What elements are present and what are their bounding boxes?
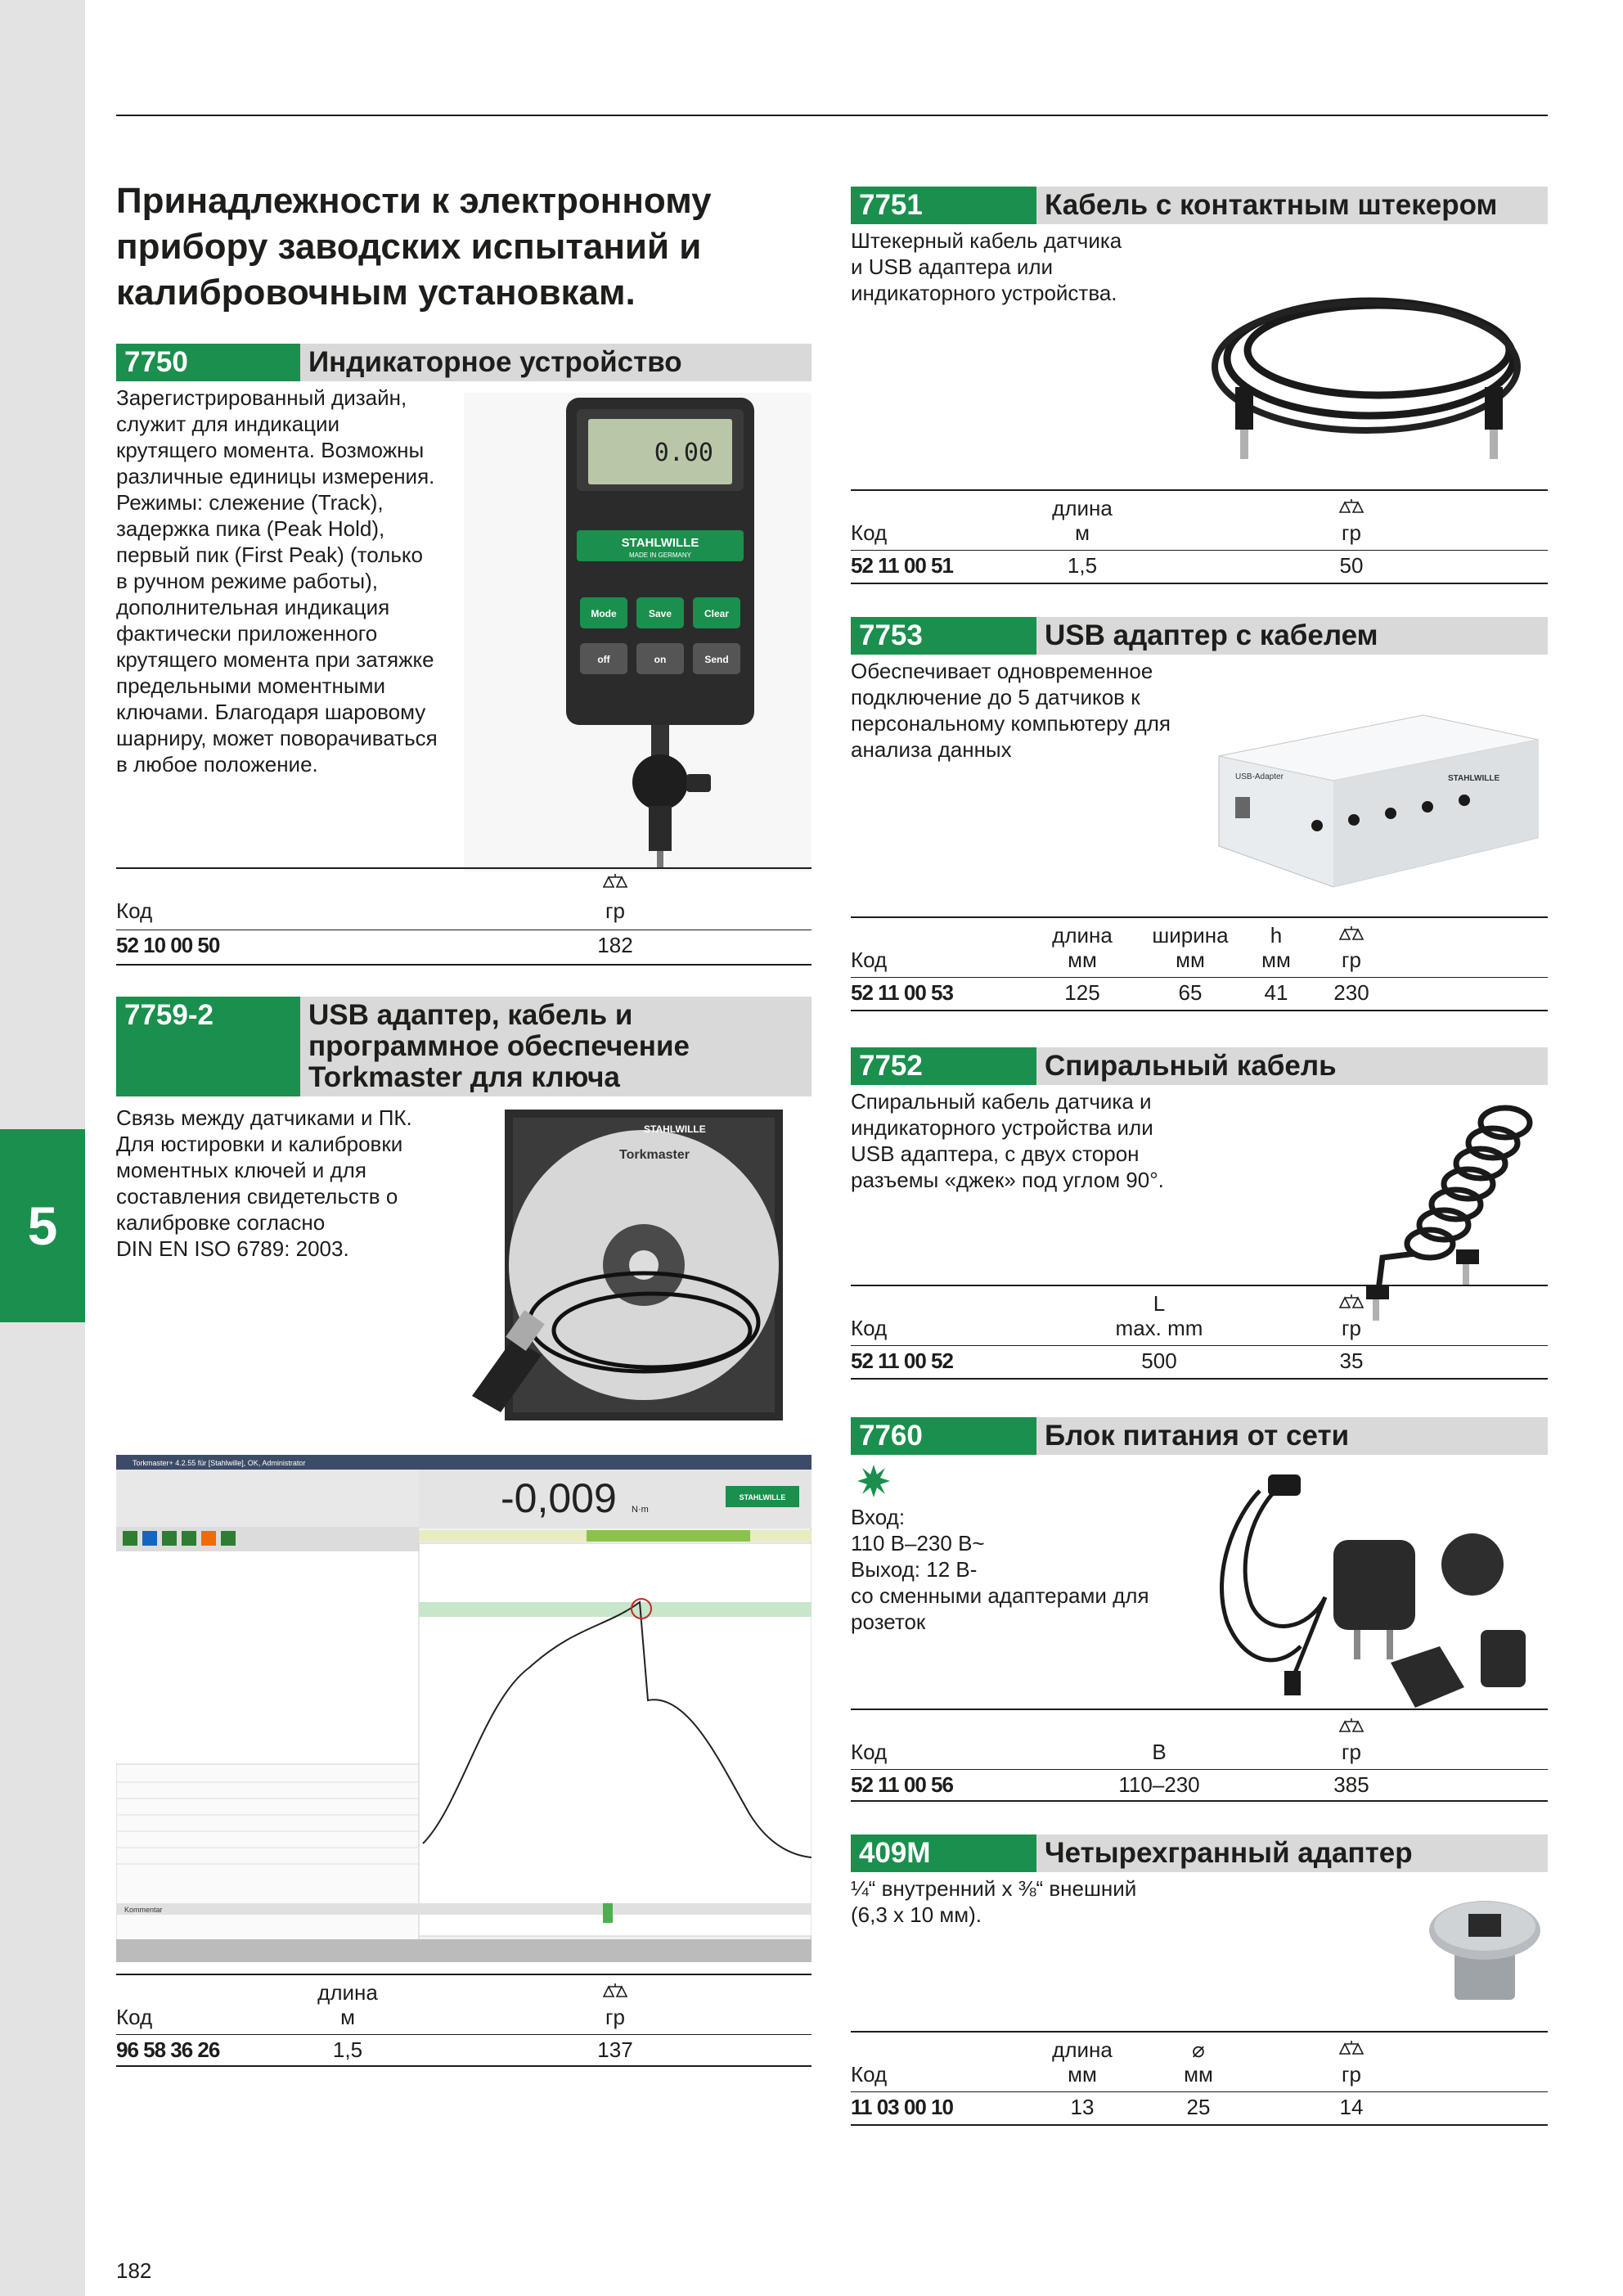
product-header <box>851 187 1548 224</box>
description-line: дополнительная индикация <box>116 595 390 619</box>
page-number: 182 <box>116 2258 152 2283</box>
weight-value: 385 <box>1333 1772 1369 1797</box>
column-unit: гр <box>1342 2062 1361 2087</box>
column-unit: гр <box>605 2005 625 2029</box>
top-rule <box>116 115 1548 116</box>
product-code: 409M <box>851 1835 1036 1872</box>
description-line: служит для индикации <box>116 412 340 436</box>
scale-weight-icon <box>600 872 630 892</box>
column-unit: мм <box>1184 2062 1213 2087</box>
spec-table <box>851 1285 1548 1380</box>
page-title-line: калибровочным установкам. <box>116 272 636 313</box>
device-made-in: MADE IN GERMANY <box>628 551 692 559</box>
product-description <box>116 1105 412 1262</box>
product-code: 7753 <box>851 617 1036 655</box>
length-value: 1,5 <box>332 2037 363 2062</box>
power-supply-image <box>1203 1466 1546 1712</box>
description-line: Связь между датчиками и ПК. <box>116 1105 412 1130</box>
weight-value: 182 <box>597 933 633 957</box>
code-label: Код <box>116 2005 153 2029</box>
product-description <box>851 1504 1149 1635</box>
scale-weight-icon <box>1337 497 1366 517</box>
device-brand: STAHLWILLE <box>621 536 699 550</box>
product-name: Спиральный кабель <box>1036 1047 1548 1085</box>
product-code: 7752 <box>851 1047 1036 1085</box>
product-description <box>851 658 1171 763</box>
description-line: задержка пика (Peak Hold), <box>116 516 385 541</box>
product-7752 <box>851 1047 1548 1407</box>
description-line: Спиральный кабель датчика и <box>851 1089 1152 1114</box>
product-7753 <box>851 617 1548 1018</box>
description-line: крутящего момента при затяжке <box>116 647 434 672</box>
description-line: Вход: <box>851 1505 906 1529</box>
button-label: Send <box>704 654 729 665</box>
button-label: Clear <box>704 608 730 619</box>
comment-label: Kommentar <box>124 1906 163 1914</box>
description-line: фактически приложенного <box>116 621 378 646</box>
spec-table <box>116 867 812 966</box>
description-line: индикаторного устройства. <box>851 281 1117 305</box>
product-header <box>116 344 812 381</box>
order-code: 52 11 00 53 <box>851 980 953 1005</box>
product-name: Четырехгранный адаптер <box>1036 1835 1548 1872</box>
product-description <box>851 1088 1164 1193</box>
description-line: моментных ключей и для <box>116 1158 366 1182</box>
product-header <box>851 1417 1548 1455</box>
product-name <box>300 997 812 1096</box>
description-line: шарниру, может поворачиваться <box>116 726 438 750</box>
code-label: Код <box>116 898 153 923</box>
column-header: L <box>1153 1291 1166 1316</box>
description-line: Обеспечивает одновременное <box>851 659 1153 683</box>
column-header: длина <box>317 1980 378 2005</box>
product-name-line: Torkmaster для ключа <box>308 1061 620 1093</box>
voltage-value: 110–230 <box>1118 1772 1200 1797</box>
description-line: Штекерный кабель датчика <box>851 228 1122 253</box>
scale-weight-icon <box>1337 1293 1366 1312</box>
description-line: индикаторного устройства или <box>851 1115 1153 1140</box>
column-header: ширина <box>1152 923 1229 948</box>
spec-table <box>851 2031 1548 2126</box>
description-line: в ручном режиме работы), <box>116 569 378 593</box>
order-code: 52 11 00 56 <box>851 1772 953 1797</box>
description-line: и USB адаптера или <box>851 254 1054 279</box>
column-unit: мм <box>1176 948 1205 972</box>
product-description <box>116 385 438 777</box>
code-label: Код <box>851 2062 888 2087</box>
length-value: 1,5 <box>1067 553 1098 578</box>
description-line: Режимы: слежение (Track), <box>116 490 384 515</box>
description-line: DIN EN ISO 6789: 2003. <box>116 1236 349 1261</box>
description-line: Зарегистрированный дизайн, <box>116 385 407 410</box>
chapter-tab: 5 <box>0 1129 85 1322</box>
description-line: со сменными адаптерами для <box>851 1583 1149 1608</box>
product-code: 7760 <box>851 1417 1036 1455</box>
description-line: в любое положение. <box>116 752 318 777</box>
product-409m <box>851 1835 1548 2129</box>
product-7759-2 <box>116 997 812 1447</box>
weight-value: 50 <box>1339 553 1364 578</box>
button-label: on <box>654 654 667 665</box>
torque-reading: -0,009 <box>501 1475 617 1521</box>
description-line: разъемы «джек» под углом 90°. <box>851 1168 1164 1192</box>
spec-table <box>116 1974 812 2067</box>
column-unit: м <box>340 2005 355 2029</box>
order-code: 96 58 36 26 <box>116 2037 220 2062</box>
height-value: 41 <box>1264 980 1288 1005</box>
product-description <box>851 227 1122 306</box>
button-label: Mode <box>591 608 617 619</box>
code-label: Код <box>851 1740 888 1764</box>
weight-value: 14 <box>1339 2095 1364 2119</box>
description-line: подключение до 5 датчиков к <box>851 685 1140 709</box>
column-unit: гр <box>1342 1316 1361 1340</box>
weight-value: 230 <box>1333 980 1369 1005</box>
product-name: Кабель с контактным штекером <box>1036 187 1548 224</box>
code-label: Код <box>851 1316 888 1340</box>
product-description <box>851 1875 1136 1928</box>
description-line: (6,3 x 10 мм). <box>851 1902 982 1927</box>
order-code: 52 11 00 51 <box>851 553 953 578</box>
product-header <box>851 617 1548 655</box>
product-code: 7750 <box>116 344 300 381</box>
product-name: Индикаторное устройство <box>300 344 812 381</box>
column-unit: мм <box>1068 2062 1097 2087</box>
button-label: Save <box>648 608 672 619</box>
screenshot-brand: STAHLWILLE <box>739 1493 786 1501</box>
description-line: калибровке согласно <box>116 1210 326 1235</box>
column-unit: мм <box>1068 948 1097 972</box>
description-line: 110 В–230 В~ <box>851 1531 985 1555</box>
cd-label: Torkmaster <box>619 1148 690 1162</box>
product-header <box>851 1835 1548 1872</box>
description-line: Выход: 12 В- <box>851 1557 978 1582</box>
adapter-brand: STAHLWILLE <box>1448 774 1500 783</box>
square-adapter-image <box>1423 1885 1546 2008</box>
product-name: Блок питания от сети <box>1036 1417 1548 1455</box>
column-header: длина <box>1052 2037 1113 2062</box>
product-7760 <box>851 1417 1548 1826</box>
code-label: Код <box>851 948 888 972</box>
code-label: Код <box>851 520 888 545</box>
width-value: 65 <box>1178 980 1203 1005</box>
product-header <box>851 1047 1548 1085</box>
description-line: ключами. Благодаря шаровому <box>116 700 426 724</box>
column-unit: мм <box>1261 948 1291 972</box>
cd-brand: STAHLWILLE <box>644 1123 706 1135</box>
weight-value: 137 <box>597 2037 633 2062</box>
column-unit: гр <box>1342 948 1361 972</box>
product-name-line: USB адаптер, кабель и <box>308 999 633 1031</box>
description-line: крутящего момента. Возможны <box>116 438 425 462</box>
torque-unit: N·m <box>632 1505 649 1515</box>
order-code: 52 10 00 50 <box>116 933 220 957</box>
product-name-line: программное обеспечение <box>308 1030 690 1062</box>
product-7751 <box>851 187 1548 588</box>
product-name: USB адаптер с кабелем <box>1036 617 1548 655</box>
description-line: различные единицы измерения. <box>116 464 435 488</box>
button-label: off <box>597 654 610 665</box>
length-value: 13 <box>1070 2095 1095 2119</box>
order-code: 52 11 00 52 <box>851 1348 953 1373</box>
length-value: 500 <box>1141 1348 1177 1373</box>
description-line: анализа данных <box>851 737 1012 762</box>
description-line: Для юстировки и калибровки <box>116 1132 403 1156</box>
description-line: ¼“ внутренний x ⅜“ внешний <box>851 1876 1137 1901</box>
usb-adapter-image <box>1203 682 1546 895</box>
product-7750 <box>116 344 812 966</box>
page-title-line: Принадлежности к электронному <box>116 181 712 221</box>
page-title <box>116 178 787 316</box>
scale-weight-icon <box>1337 1717 1366 1736</box>
description-line: розеток <box>851 1609 926 1634</box>
column-unit: гр <box>1342 520 1361 545</box>
spec-table <box>851 489 1548 584</box>
scale-weight-icon <box>600 1982 630 2001</box>
column-header: длина <box>1052 496 1113 520</box>
torkmaster-screenshot <box>116 1455 812 1962</box>
scale-weight-icon <box>1337 2039 1366 2059</box>
spec-table <box>851 1708 1548 1802</box>
order-code: 11 03 00 10 <box>851 2095 953 2119</box>
product-header <box>116 997 812 1096</box>
adapter-label: USB-Adapter <box>1235 772 1284 781</box>
contact-cable-image <box>1203 244 1538 465</box>
column-unit: гр <box>1342 1740 1361 1764</box>
window-title: Torkmaster+ 4.2.55 für [Stahlwille], OK, Administrator <box>133 1459 306 1467</box>
product-code: 7751 <box>851 187 1036 224</box>
weight-value: 35 <box>1339 1348 1364 1373</box>
length-value: 125 <box>1064 980 1100 1005</box>
display-reading: 0.00 <box>654 439 713 467</box>
column-header: h <box>1270 923 1283 948</box>
column-unit: м <box>1075 520 1090 545</box>
column-unit: В <box>1152 1740 1167 1764</box>
column-unit: max. mm <box>1115 1316 1203 1340</box>
description-line: предельными моментными <box>116 673 385 698</box>
scale-weight-icon <box>1337 925 1366 944</box>
description-line: составления свидетельств о <box>116 1184 398 1209</box>
diameter-value: 25 <box>1186 2095 1211 2119</box>
description-line: USB адаптера, с двух сторон <box>851 1141 1140 1166</box>
new-star-icon <box>857 1465 890 1497</box>
software-kit-image <box>464 1110 812 1425</box>
page-title-line: прибору заводских испытаний и <box>116 227 702 267</box>
description-line: первый пик (First Peak) (только <box>116 542 424 567</box>
description-line: персональному компьютеру для <box>851 711 1171 736</box>
column-unit: гр <box>605 898 625 923</box>
spec-table <box>851 916 1548 1011</box>
diameter-icon: ⌀ <box>1192 2037 1205 2062</box>
column-header: длина <box>1052 923 1113 948</box>
product-code: 7759-2 <box>116 997 300 1096</box>
indicator-device-image <box>464 393 812 871</box>
